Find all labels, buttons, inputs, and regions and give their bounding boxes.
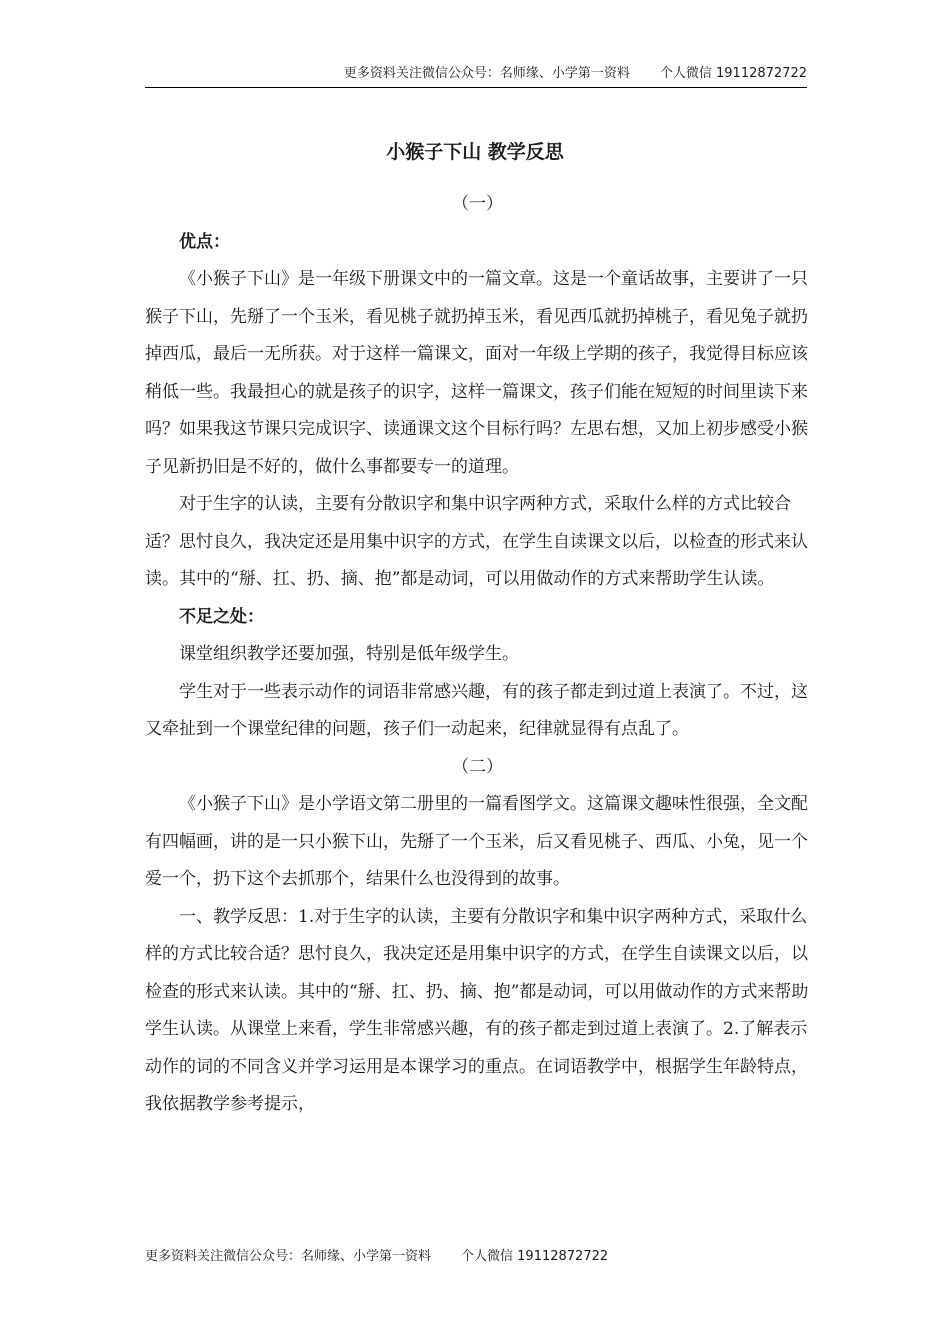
document-body — [145, 186, 810, 1124]
document-title: 小猴子下山 教学反思 — [386, 141, 564, 163]
paragraph-6: 一、教学反思：1.对于生字的认读，主要有分散识字和集中识字两种方式，采取什么样的方式比较合适？思忖良久，我决定还是用集中识字的方式，在学生自读课文以后，以检查的形式来认读。其中的“掰、扛、扔、摘、抱”都是动词，可以用做动作的方式来帮助学生认读。从课堂上来看，学生非常感兴趣，有的孩子都走到过道上表演了。2.了解表示动作的词的不同含义并学习运用是本课学习的重点。在词语教学中，根据学生年龄特点，我依据教学参考提示， — [145, 906, 809, 1114]
paragraph-2: 对于生字的认读，主要有分散识字和集中识字两种方式，采取什么样的方式比较合适？思忖良久，我决定还是用集中识字的方式，在学生自读课文以后，以检查的形式来认读。其中的“掰、扛、扔、摘、抱”都是动词，可以用做动作的方式来帮助学生认读。 — [145, 494, 808, 589]
paragraph-4: 学生对于一些表示动作的词语非常感兴趣，有的孩子都走到过道上表演了。不过，这又牵扯到一个课堂纪律的问题，孩子们一动起来，纪律就显得有点乱了。 — [145, 681, 808, 739]
paragraph-1: 《小猴子下山》是一年级下册课文中的一篇文章。这是一个童话故事，主要讲了一只猴子下山，先掰了一个玉米，看见桃子就扔掉玉米，看见西瓜就扔掉桃子，看见兔子就扔掉西瓜，最后一无所获。对于这样一篇课文，面对一年级上学期的孩子，我觉得目标应该稍低一些。我最担心的就是孩子的识字，这样一篇课文，孩子们能在短短的时间里读下来吗？如果我这节课只完成识字、读通课文这个目标行吗？左思右想，又加上初步感受小猴子见新扔旧是不好的，做什么事都要专一的道理。 — [145, 269, 808, 477]
page-footer — [145, 1248, 608, 1266]
page-header — [145, 65, 807, 88]
header-wechat: 个人微信 19112872722 — [659, 66, 807, 81]
section-two-heading: （二） — [452, 756, 503, 777]
footer-wechat: 个人微信 19112872722 — [461, 1249, 609, 1264]
section-one-heading: （一） — [452, 194, 503, 214]
strengths-heading: 优点： — [179, 231, 230, 252]
footer-text: 更多资料关注微信公众号：名师缘、小学第一资料 — [145, 1249, 432, 1264]
header-text: 更多资料关注微信公众号：名师缘、小学第一资料 — [343, 66, 630, 81]
weakness-heading: 不足之处： — [179, 606, 264, 627]
paragraph-5: 《小猴子下山》是小学语文第二册里的一篇看图学文。这篇课文趣味性很强，全文配有四幅画，讲的是一只小猴下山，先掰了一个玉米，后又看见桃子、西瓜、小兔，见一个爱一个，扔下这个去抓那个，结果什么也没得到的故事。 — [145, 794, 808, 889]
paragraph-3: 课堂组织教学还要加强，特别是低年级学生。 — [179, 644, 519, 664]
